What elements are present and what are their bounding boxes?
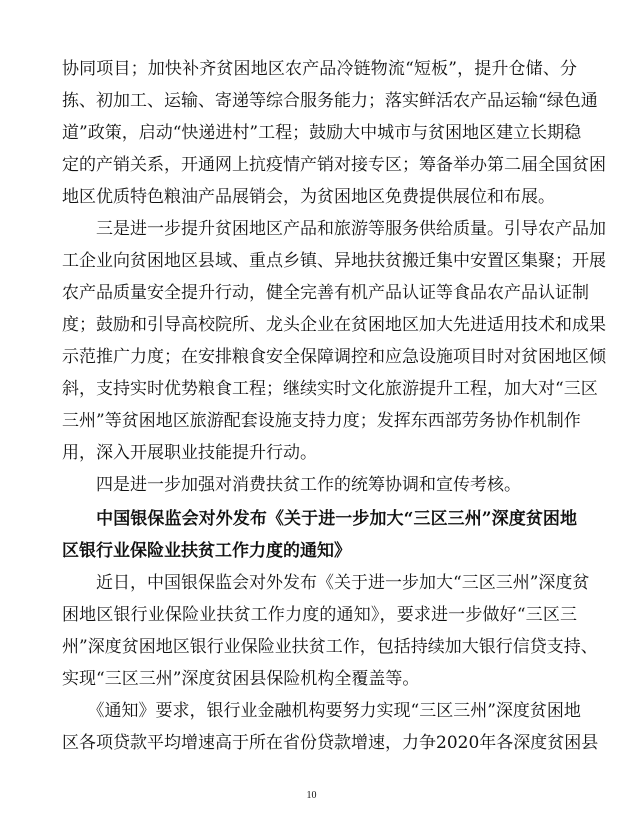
paragraph-2-line-8: 用，深入开展职业技能提升行动。 xyxy=(62,443,317,463)
paragraph-5-line-1: 近日，中国银保监会对外发布《关于进一步加大“三区三州”深度贫 xyxy=(62,573,590,593)
paragraph-5-line-2: 困地区银行业保险业扶贫工作力度的通知》，要求进一步做好“三区三 xyxy=(62,605,577,625)
page-number: 10 xyxy=(306,790,317,801)
paragraph-2-line-2: 工企业向贫困地区县域、重点乡镇、异地扶贫搬迁集中安置区集聚；开展 xyxy=(62,251,606,271)
section-heading-line-2: 区银行业保险业扶贫工作力度的通知》 xyxy=(62,541,351,561)
paragraph-1-line-4: 定的产销关系，开通网上抗疫情产销对接专区；筹备举办第二届全国贫困 xyxy=(62,155,606,175)
paragraph-3-line-1: 四是进一步加强对消费扶贫工作的统筹协调和宣传考核。 xyxy=(62,475,521,495)
paragraph-1-line-5: 地区优质特色粮油产品展销会，为贫困地区免费提供展位和布展。 xyxy=(62,187,555,207)
paragraph-5-line-4: 实现“三区三州”深度贫困县保险机构全覆盖等。 xyxy=(62,669,420,689)
paragraph-5-line-3: 州”深度贫困地区银行业保险业扶贫工作，包括持续加大银行信贷支持、 xyxy=(62,637,598,657)
paragraph-6-line-1: 《通知》要求，银行业金融机构要努力实现“三区三州”深度贫困地 xyxy=(62,701,581,721)
paragraph-6-line-2: 区各项贷款平均增速高于所在省份贷款增速，力争2020年各深度贫困县 xyxy=(62,733,599,753)
paragraph-2-line-6: 斜，支持实时优势粮食工程；继续实时文化旅游提升工程，加大对“三区 xyxy=(62,379,598,399)
paragraph-2-line-5: 示范推广力度；在安排粮食安全保障调控和应急设施项目时对贫困地区倾 xyxy=(62,347,606,367)
paragraph-1-line-1: 协同项目；加快补齐贫困地区农产品冷链物流“短板”，提升仓储、分 xyxy=(62,59,577,79)
paragraph-2-line-1: 三是进一步提升贫困地区产品和旅游等服务供给质量。引导农产品加 xyxy=(62,219,606,239)
paragraph-2-line-7: 三州”等贫困地区旅游配套设施支持力度；发挥东西部劳务协作机制作 xyxy=(62,411,581,431)
paragraph-1-line-3: 道”政策，启动“快递进村”工程；鼓励大中城市与贫困地区建立长期稳 xyxy=(62,123,582,143)
paragraph-1-line-2: 拣、初加工、运输、寄递等综合服务能力；落实鲜活农产品运输“绿色通 xyxy=(62,91,598,111)
paragraph-2-line-3: 农产品质量安全提升行动，健全完善有机产品认证等食品农产品认证制 xyxy=(62,283,589,303)
section-heading-line-1: 中国银保监会对外发布《关于进一步加大“三区三州”深度贫困地 xyxy=(62,509,577,529)
paragraph-2-line-4: 度；鼓励和引导高校院所、龙头企业在贫困地区加大先进适用技术和成果 xyxy=(62,315,606,335)
